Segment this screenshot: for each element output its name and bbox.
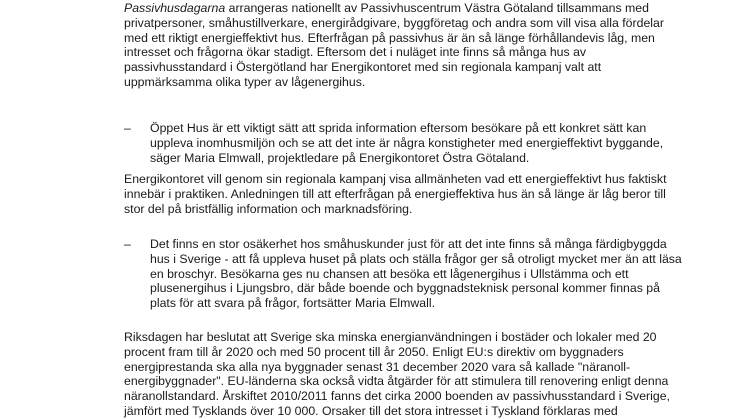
text-line [124, 1, 664, 16]
text-line: privatpersoner, småhustillverkare, energirådgivare, byggföretag och andra som vill visa alla fördelar [124, 15, 664, 30]
text-line: jämfört med Tysklands över 10 000. Orsaker till det stora intresset i Tyskland förklaras med [124, 403, 618, 418]
quote-paragraph [124, 237, 682, 311]
text-line: uppleva inomhusmiljön och se att det inte är några konstigheter med energieffektivt byggande, [150, 135, 664, 150]
text-line: näranollstandard. Årskiftet 2010/2011 fanns det cirka 2000 boenden av passivhusstandard i Sverige, [124, 389, 670, 404]
paragraph-body [124, 172, 667, 216]
paragraph-intro [124, 1, 664, 90]
text-line: en broschyr. Besökarna ges nu chansen att besöka ett lågenergihus i Ullstämma och ett [150, 266, 629, 281]
text-line: säger Maria Elmwall, projektledare på Energikontoret Östra Götaland. [150, 150, 530, 165]
text-line: Energikontoret vill genom sin regionala kampanj visa allmänheten vad ett energieffektivt hus faktiskt [124, 172, 667, 186]
text-line: stor del på bristfällig information och marknadsföring. [124, 201, 413, 216]
text-line: Riksdagen har beslutat att Sverige ska minska energianvändningen i bostäder och lokaler med 20 [124, 330, 657, 344]
paragraph-body [124, 330, 670, 419]
text-line: plusenergihus i Ljungsbro, där både boende och byggnadsteknisk personal kommer finnas på [150, 281, 660, 296]
text-line: Det finns en stor osäkerhet hos småhuskunder just för att det inte finns så många färdigbyggda [150, 237, 667, 251]
text-line: procent fram till år 2020 och med 50 procent till år 2050. Enligt EU:s direktiv om byggnaders [124, 344, 624, 359]
text-line: uppmärksamma olika typer av lågenergihus. [124, 74, 366, 89]
text-line: intresset och frågorna ökar stadigt. Eftersom det i nuläget inte finns så många hus av [124, 45, 587, 60]
dash-marker: – [124, 237, 131, 251]
text-line: med ett riktigt energieffektivt hus. Efterfrågan på passivhus är än så länge förhållandevis låg, men [124, 30, 655, 45]
text-line: energibyggnader". EU-länderna ska också vidta åtgärder för att stimulera till renovering enligt denna [124, 374, 669, 389]
text-line: hus i Sverige - att få uppleva huset på plats och ställa frågor ger så otroligt mycket mer än att läsa [150, 251, 682, 266]
text-line: passivhusstandard i Östergötland har Energikontoret med sin regionala kampanj valt att [124, 60, 602, 75]
text-line: energiprestanda ska alla nya byggnader senast 31 december 2020 vara så kallade "näranoll- [124, 359, 631, 374]
quote-paragraph [124, 121, 663, 165]
text-line: plats för att svara på frågor, fortsätter Maria Elmwall. [150, 296, 435, 311]
text-run: arrangeras nationellt av Passivhuscentrum Västra Götaland tillsammans med [225, 1, 649, 15]
text-line: innebär i praktiken. Anledningen till att efterfrågan på energieffektiva hus än så länge är låg beror till [124, 186, 666, 201]
dash-marker: – [124, 121, 131, 135]
text-line: Öppet Hus är ett viktigt sätt att sprida information eftersom besökare på ett konkret sätt kan [150, 121, 647, 135]
emphasis-term: Passivhusdagarna [124, 1, 226, 15]
